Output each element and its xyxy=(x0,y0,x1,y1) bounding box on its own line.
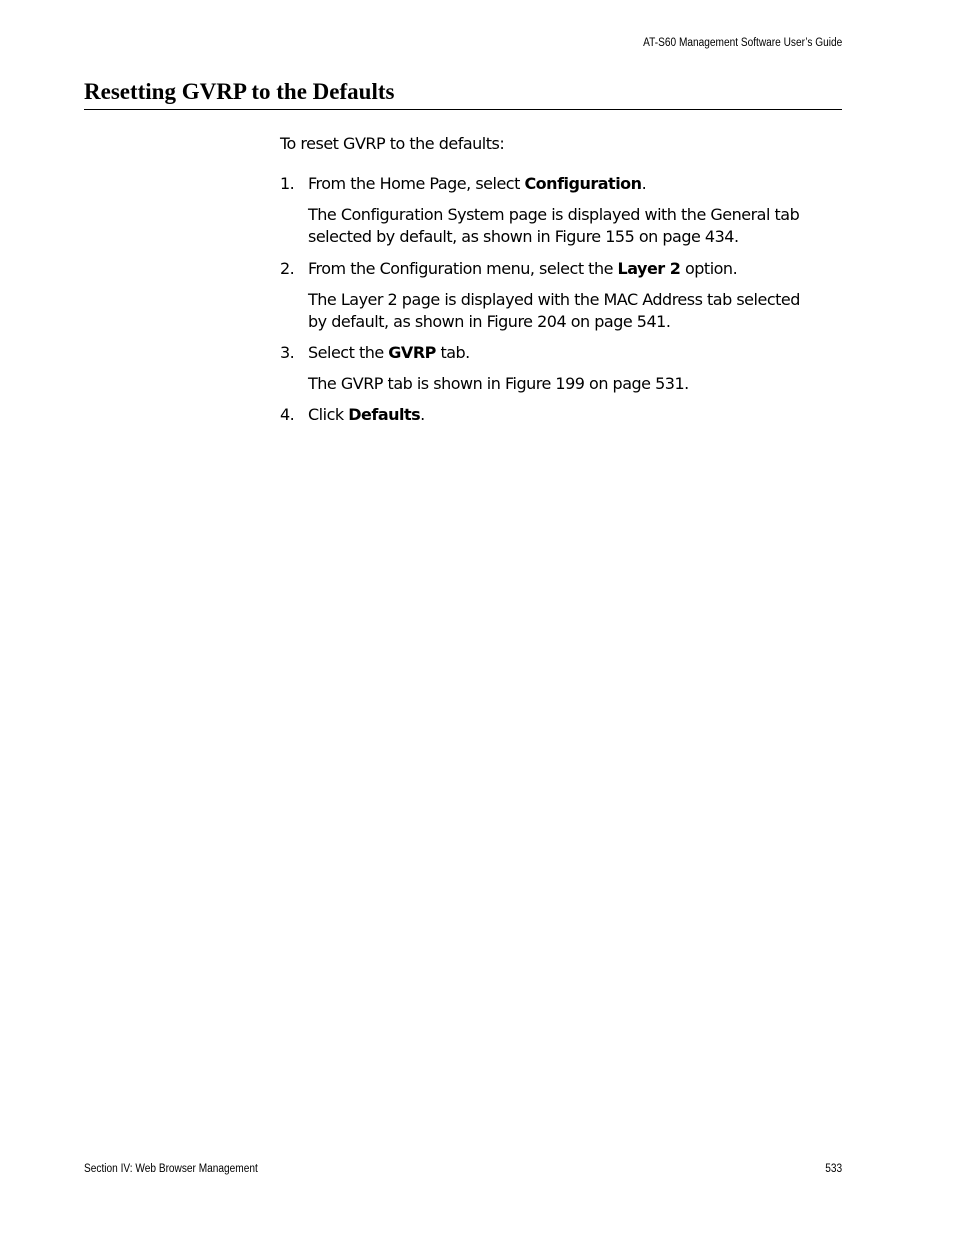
step-instruction xyxy=(308,342,820,364)
section-title: Resetting GVRP to the Defaults xyxy=(84,79,395,104)
ui-term: Configuration xyxy=(524,174,642,193)
step-number: 1. xyxy=(280,174,295,193)
step-text: . xyxy=(420,405,425,424)
ui-term: Layer 2 xyxy=(617,259,681,278)
step-result-note: The Layer 2 page is displayed with the MAC Address tab selected by default, as shown in Figure 204 on page 541. xyxy=(308,290,800,331)
step-3 xyxy=(280,342,820,395)
step-2 xyxy=(280,258,820,333)
step-text: Click xyxy=(308,405,349,424)
step-result-note: The Configuration System page is displayed with the General tab selected by default, as shown in Figure 155 on page 434. xyxy=(308,205,800,246)
intro-paragraph: To reset GVRP to the defaults: xyxy=(280,134,505,153)
step-text: From the Home Page, select xyxy=(308,174,525,193)
step-text: Select the xyxy=(308,343,389,362)
step-text: option. xyxy=(680,259,738,278)
ui-term: Defaults xyxy=(348,405,421,424)
step-instruction xyxy=(308,404,820,426)
ui-term: GVRP xyxy=(388,343,436,362)
footer-page-number: 533 xyxy=(825,1163,842,1175)
step-number: 3. xyxy=(280,343,295,362)
step-text: . xyxy=(641,174,647,193)
step-1 xyxy=(280,173,820,248)
step-number: 2. xyxy=(280,259,295,278)
title-rule xyxy=(84,109,842,110)
step-number: 4. xyxy=(280,405,295,424)
step-result-note: The GVRP tab is shown in Figure 199 on page 531. xyxy=(308,374,689,393)
step-instruction xyxy=(308,258,820,280)
step-text: tab. xyxy=(435,343,470,362)
footer-section-name: Section IV: Web Browser Management xyxy=(84,1163,258,1175)
running-header: AT-S60 Management Software User’s Guide xyxy=(642,37,842,49)
procedure-steps xyxy=(280,173,820,426)
step-text: From the Configuration menu, select the xyxy=(308,259,618,278)
step-instruction xyxy=(308,173,820,195)
step-4 xyxy=(280,404,820,426)
